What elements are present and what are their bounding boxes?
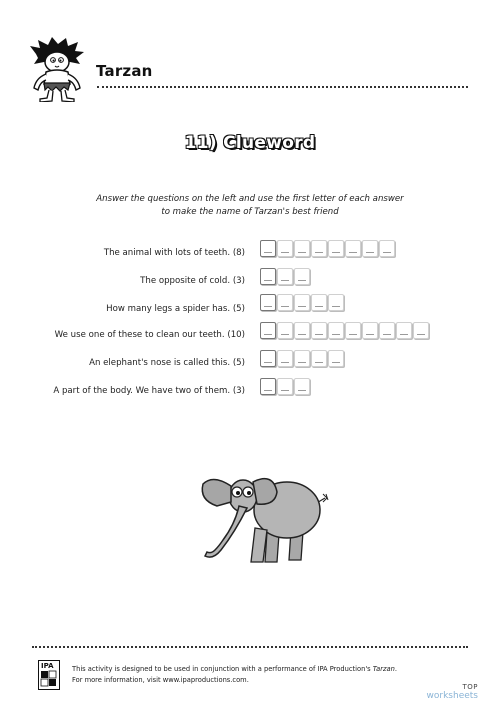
letter-box[interactable]	[328, 350, 344, 367]
first-letter-box[interactable]	[260, 378, 276, 395]
first-letter-box[interactable]	[260, 240, 276, 257]
footer-text	[72, 664, 397, 686]
answer-boxes-5[interactable]	[260, 350, 344, 367]
letter-box[interactable]	[294, 268, 310, 285]
topworksheets-watermark	[427, 683, 478, 701]
letter-box[interactable]	[311, 350, 327, 367]
question-4: We use one of these to clean our teeth. (10)	[54, 330, 245, 340]
answer-boxes-3[interactable]	[260, 294, 344, 311]
letter-box[interactable]	[277, 268, 293, 285]
letter-box[interactable]	[345, 240, 361, 257]
first-letter-box[interactable]	[260, 322, 276, 339]
instructions-line-2: to make the name of Tarzan's best friend	[161, 207, 339, 217]
question-6: A part of the body. We have two of them. (3)	[53, 386, 245, 396]
header-divider	[97, 86, 468, 88]
letter-box[interactable]	[311, 240, 327, 257]
letter-box[interactable]	[294, 322, 310, 339]
header-title: Tarzan	[96, 62, 153, 80]
question-1: The animal with lots of teeth. (8)	[103, 248, 245, 258]
answer-boxes-2[interactable]	[260, 268, 310, 285]
question-3: How many legs a spider has. (5)	[106, 304, 245, 314]
letter-box[interactable]	[294, 350, 310, 367]
letter-box[interactable]	[277, 378, 293, 395]
ipa-logo-icon	[38, 660, 60, 690]
footer-line-2: For more information, visit www.ipaproductions.com.	[72, 676, 249, 684]
answer-boxes-6[interactable]	[260, 378, 310, 395]
letter-box[interactable]	[328, 294, 344, 311]
footer-line-1-suffix: .	[394, 665, 398, 673]
instructions	[0, 193, 500, 219]
letter-box[interactable]	[277, 322, 293, 339]
letter-box[interactable]	[311, 294, 327, 311]
footer-line-1-italic: Tarzan	[372, 665, 395, 673]
first-letter-box[interactable]	[260, 350, 276, 367]
answer-boxes-4[interactable]	[260, 322, 429, 339]
letter-box[interactable]	[345, 322, 361, 339]
worksheet-title: 11) Clueword	[184, 133, 316, 153]
watermark-top: TOP	[462, 683, 478, 691]
letter-box[interactable]	[311, 322, 327, 339]
watermark-worksheets: worksheets	[426, 691, 478, 701]
footer-line-1	[72, 664, 397, 675]
letter-box[interactable]	[328, 322, 344, 339]
letter-box[interactable]	[294, 240, 310, 257]
letter-box[interactable]	[294, 378, 310, 395]
letter-box[interactable]	[277, 294, 293, 311]
first-letter-box[interactable]	[260, 294, 276, 311]
letter-box[interactable]	[277, 240, 293, 257]
letter-box[interactable]	[379, 240, 395, 257]
letter-box[interactable]	[362, 240, 378, 257]
question-2: The opposite of cold. (3)	[140, 276, 245, 286]
answer-boxes-1[interactable]	[260, 240, 395, 257]
letter-box[interactable]	[362, 322, 378, 339]
letter-box[interactable]	[379, 322, 395, 339]
tarzan-mascot-icon	[22, 36, 92, 102]
letter-box[interactable]	[396, 322, 412, 339]
footer-line-1-prefix: This activity is designed to be used in conjunction with a performance of IPA Production's	[72, 665, 373, 673]
letter-box[interactable]	[294, 294, 310, 311]
instructions-line-1: Answer the questions on the left and use the first letter of each answer	[96, 194, 404, 204]
letter-box[interactable]	[328, 240, 344, 257]
question-5: An elephant's nose is called this. (5)	[89, 358, 245, 368]
svg-text:IPA: IPA	[41, 662, 54, 670]
elephant-icon	[195, 470, 335, 570]
letter-box[interactable]	[277, 350, 293, 367]
letter-box[interactable]	[413, 322, 429, 339]
first-letter-box[interactable]	[260, 268, 276, 285]
footer-divider	[32, 646, 468, 648]
